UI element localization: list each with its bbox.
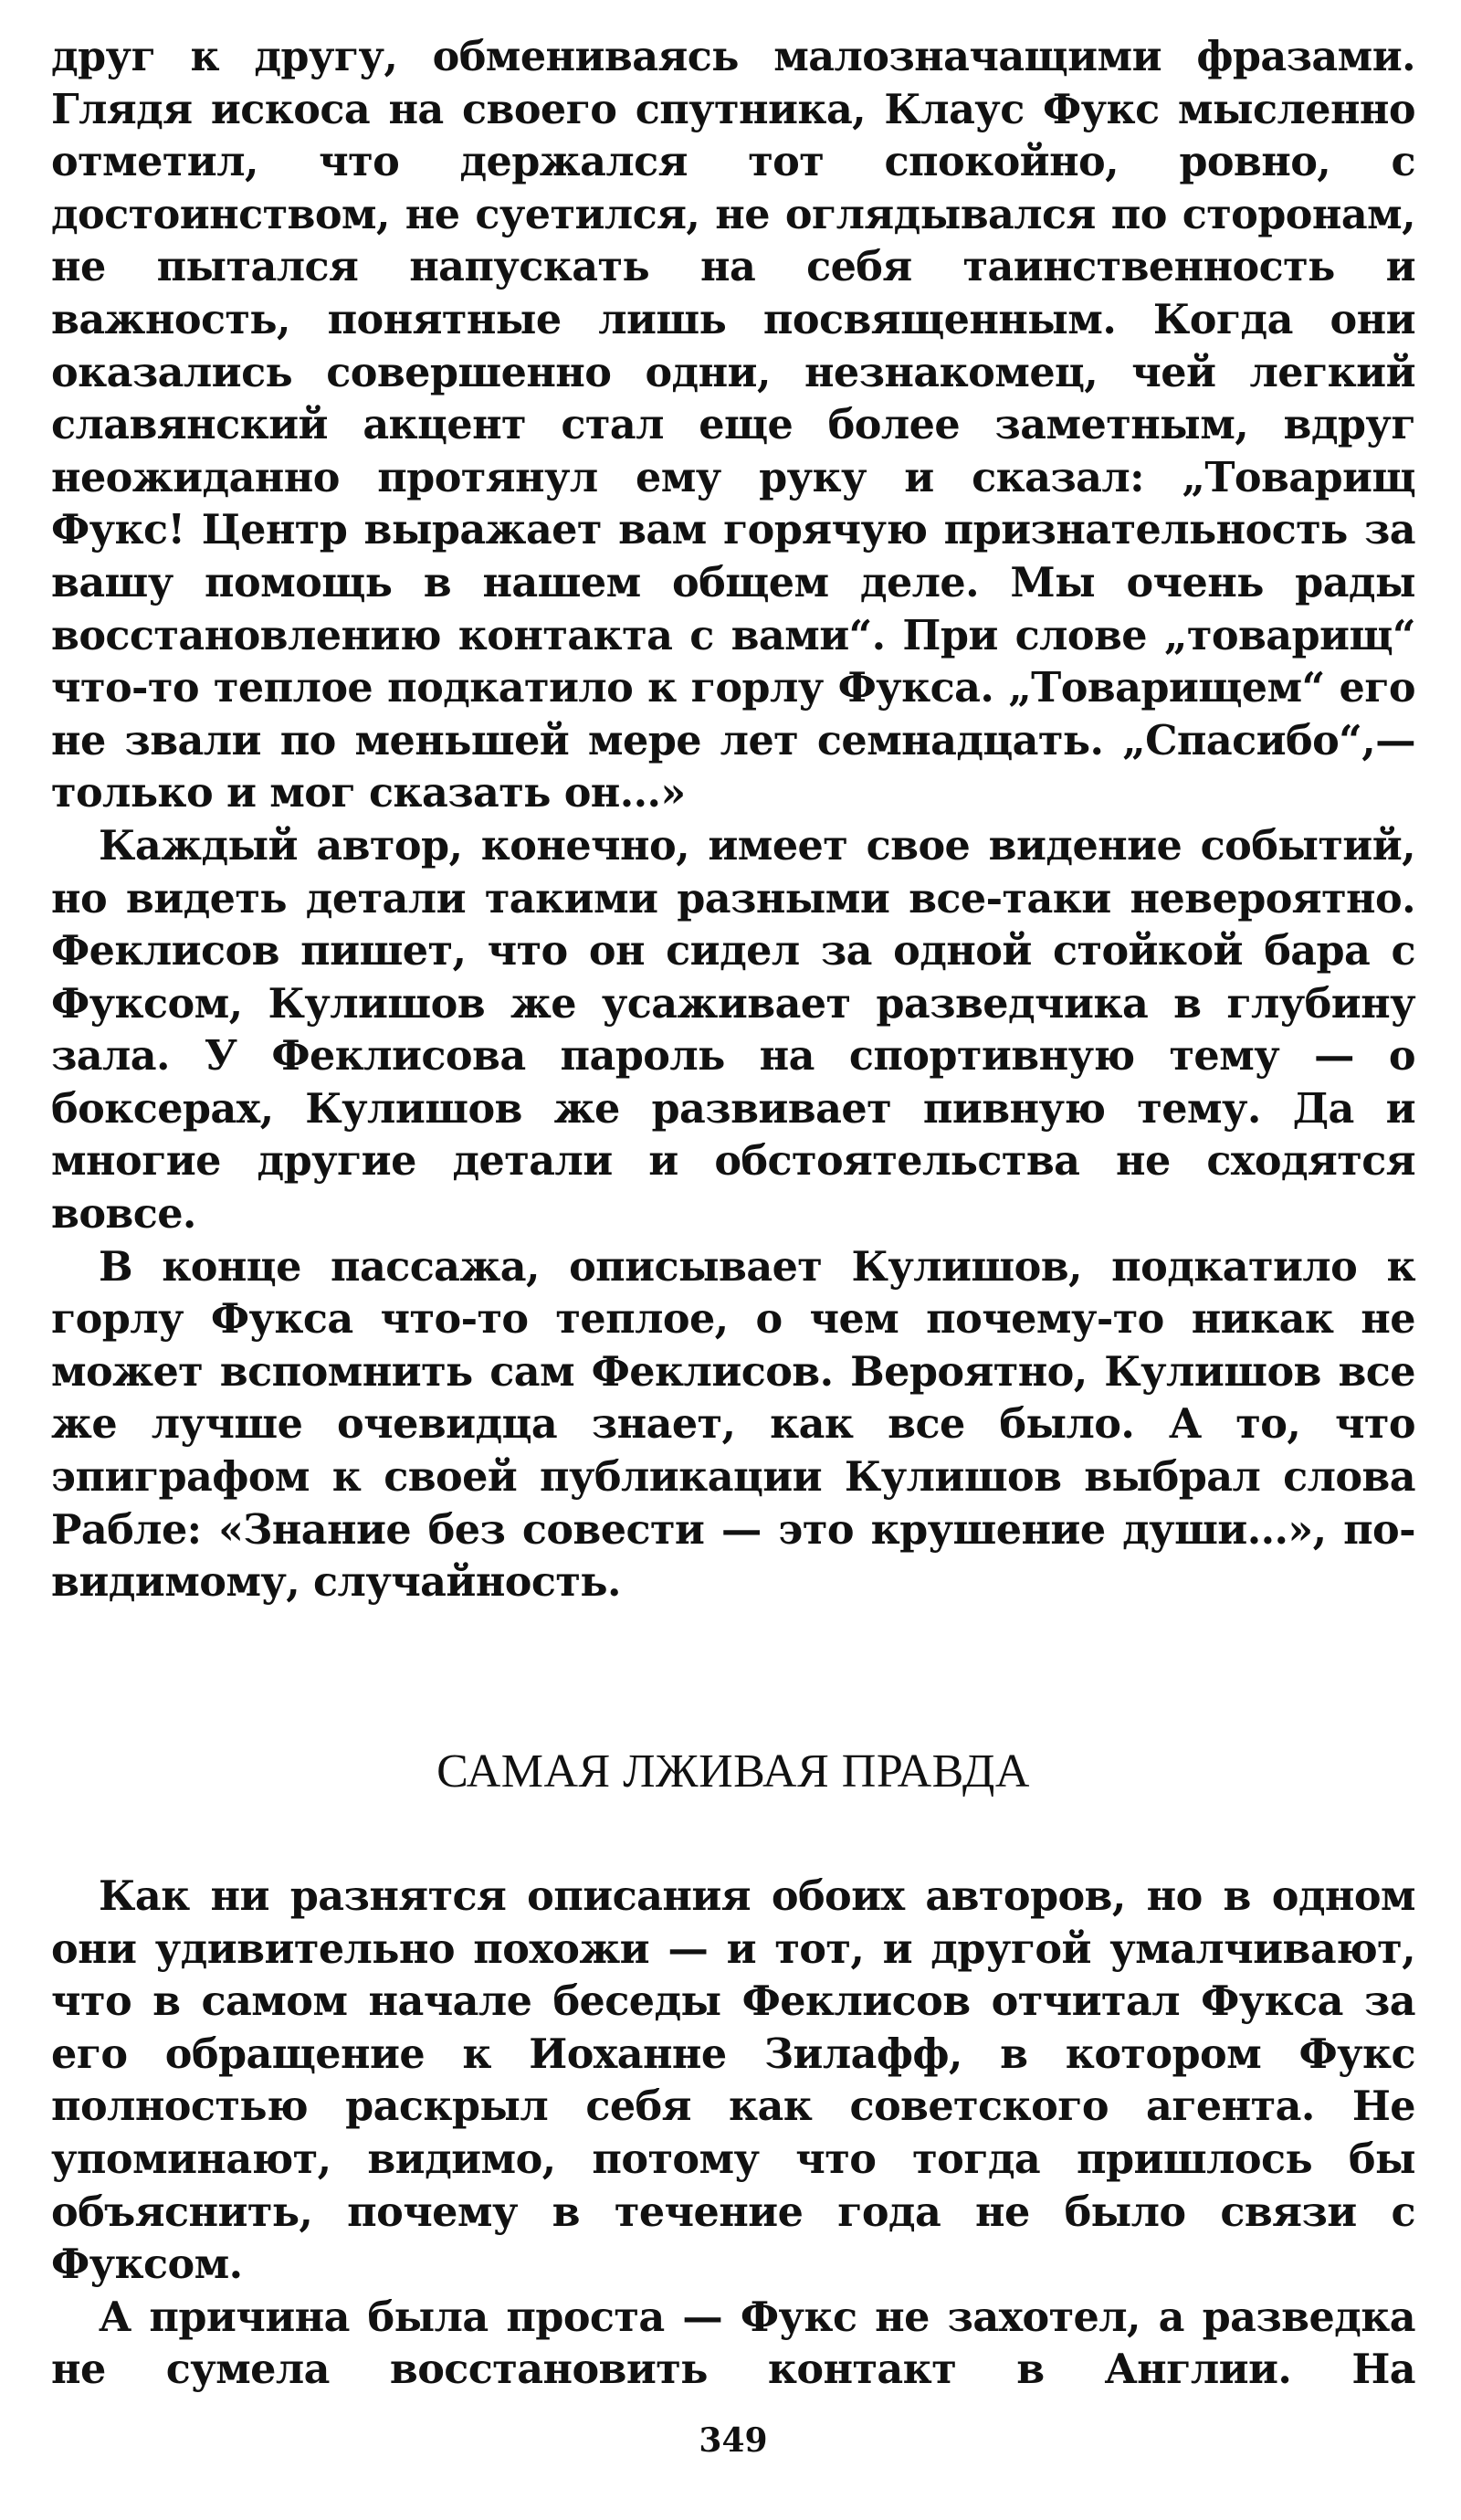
paragraph-4: Как ни разнятся описания обоих авторов, но в одном они удивительно похожи — и тот, и другой умалчивают, что в самом начале беседы Феклисов отчитал Фукса за его обращение к Иоханне Зилафф, в котором Фукс полностью раскрыл себя как советского агента. Не упоминают, видимо, потому что тогда пришлось бы объяснить, почему в течение года не было связи с Фуксом. (51, 1872, 1415, 2289)
paragraph-5: А причина была проста — Фукс не захотел, а разведка не сумела восстановить контакт в Англии. На (51, 2293, 1415, 2394)
book-page (51, 31, 1415, 2497)
paragraph-1: друг к другу, обмениваясь малозначащими фразами. Глядя искоса на своего спутника, Клаус Фукс мысленно отметил, что держался тот спокойно, ровно, с достоинством, не суетился, не оглядывался по сторонам, не пытался напускать на себя таинственность и важность, понятные лишь посвященным. Когда они оказались совершенно одни, незнакомец, чей легкий славянский акцент стал еще более заметным, вдруг неожиданно протянул ему руку и сказал: „Товарищ Фукс! Центр выражает вам горячую признательность за вашу помощь в нашем общем деле. Мы очень рады восстановлению контакта с вами“. При слове „товарищ“ что-то теплое подкатило к горлу Фукса. „Товарищем“ его не звали по меньшей мере лет семнадцать. „Спасибо“,— только и мог сказать он...» (51, 33, 1415, 817)
text-block-bottom (51, 1871, 1415, 2397)
paragraph-2: Каждый автор, конечно, имеет свое видение событий, но видеть детали такими разными все-таки невероятно. Феклисов пишет, что он сидел за одной стойкой бара с Фуксом, Кулишов же усаживает разведчика в глубину зала. У Феклисова пароль на спортивную тему — о боксерах, Кулишов же развивает пивную тему. Да и многие другие детали и обстоятельства не сходятся вовсе. (51, 821, 1415, 1239)
paragraph-3: В конце пассажа, описывает Кулишов, подкатило к горлу Фукса что-то теплое, о чем почему-то никак не может вспомнить сам Феклисов. Вероятно, Кулишов все же лучше очевидца знает, как все было. А то, что эпиграфом к своей публикации Кулишов выбрал слова Рабле: «Знание без совести — это крушение души...», по-видимому, случайность. (51, 1242, 1415, 1607)
text-block-top (51, 31, 1415, 1609)
page-number: 349 (699, 2421, 768, 2460)
section-title: САМАЯ ЛЖИВАЯ ПРАВДА (436, 1745, 1030, 1798)
